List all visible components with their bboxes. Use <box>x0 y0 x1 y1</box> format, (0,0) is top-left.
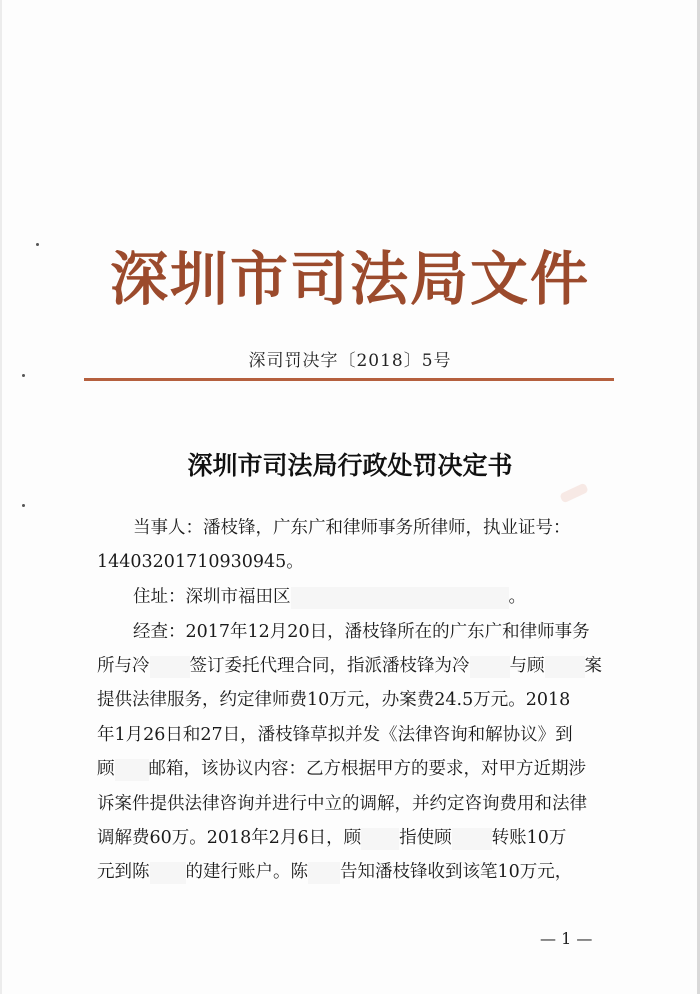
findings-text: 转账10万 <box>491 828 567 848</box>
findings-line-8 <box>97 855 572 889</box>
agency-title: 深圳市司法局文件 <box>109 245 590 313</box>
decision-title: 深圳市司法局行政处罚决定书 <box>187 451 513 480</box>
redacted-block <box>470 656 510 678</box>
findings-line-6: 诉案件提供法律咨询并进行中立的调解，并约定咨询费用和法律 <box>97 794 587 814</box>
address-prefix: 住址：深圳市福田区 <box>133 587 291 607</box>
findings-line-3: 提供法律服务，约定律师费10万元，办案费24.5万元。2018 <box>97 690 571 710</box>
redacted-block <box>308 862 340 884</box>
redacted-block <box>452 828 492 850</box>
redacted-block <box>150 656 190 678</box>
findings-line-2 <box>97 649 602 683</box>
party-line-2: 14403201710930945。 <box>97 552 304 572</box>
findings-text: 元到陈 <box>97 862 150 882</box>
findings-text: 所与冷 <box>97 656 150 676</box>
scan-speck <box>22 504 25 507</box>
findings-line-7 <box>97 821 566 855</box>
findings-text: 告知潘枝锋收到该笔10万元， <box>340 862 573 882</box>
redacted-block <box>115 759 149 781</box>
redacted-block <box>545 656 585 678</box>
findings-text: 顾 <box>97 759 115 779</box>
findings-text: 调解费60万。2018年2月6日，顾 <box>97 828 362 848</box>
findings-text: 案 <box>584 656 602 676</box>
redacted-block <box>291 587 509 609</box>
redacted-block <box>361 828 399 850</box>
document-number: 深司罚决字〔2018〕5号 <box>248 351 452 371</box>
party-line-1: 当事人：潘枝锋，广东广和律师事务所律师，执业证号： <box>133 518 571 538</box>
address-suffix: 。 <box>508 587 526 607</box>
findings-text: 的建行账户。陈 <box>185 862 308 882</box>
header-red-rule <box>84 378 614 381</box>
findings-line-1: 经查：2017年12月20日，潘枝锋所在的广东广和律师事务 <box>133 622 590 642</box>
findings-text: 签订委托代理合同，指派潘枝锋为冷 <box>189 656 470 676</box>
address-line <box>133 580 526 614</box>
findings-text: 邮箱，该协议内容：乙方根据甲方的要求，对甲方近期涉 <box>148 759 586 779</box>
findings-line-5 <box>97 752 586 786</box>
scan-smudge <box>559 483 589 504</box>
scan-speck <box>22 374 25 377</box>
findings-text: 与顾 <box>509 656 545 676</box>
scan-edge-left <box>0 0 2 994</box>
findings-line-4: 年1月26日和27日，潘枝锋草拟并发《法律咨询和解协议》到 <box>97 725 573 745</box>
page-number: — 1 — <box>540 929 593 948</box>
redacted-block <box>150 862 186 884</box>
findings-text: 指使顾 <box>399 828 452 848</box>
